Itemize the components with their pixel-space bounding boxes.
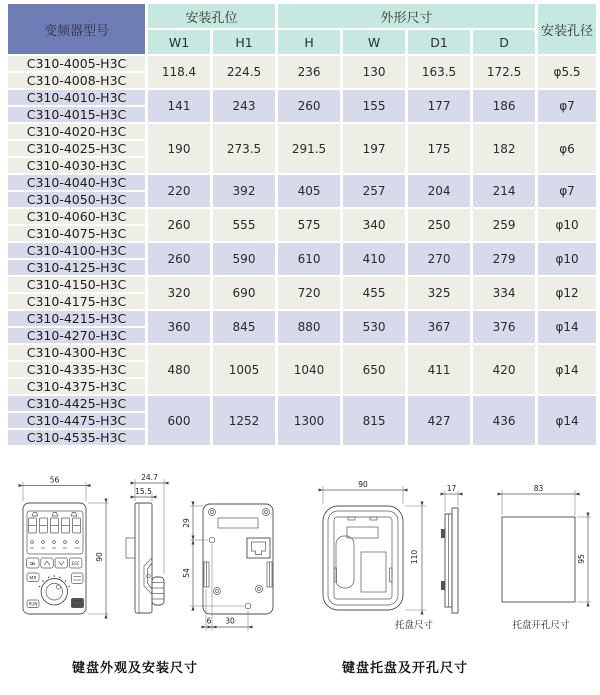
value-cell: 367 [408, 311, 470, 343]
value-cell: 1005 [213, 345, 275, 394]
value-cell: 420 [473, 345, 535, 394]
svg-text:54: 54 [182, 568, 191, 578]
dim-tray-height [405, 506, 426, 610]
table-row [8, 124, 596, 139]
value-cell: 260 [148, 243, 210, 275]
corner-screws [209, 509, 270, 595]
value-cell: 243 [213, 90, 275, 122]
value-cell: 650 [343, 345, 405, 394]
side-clips [204, 562, 272, 587]
value-cell: φ14 [538, 345, 596, 394]
dim-keypad-depth2 [135, 487, 152, 501]
svg-text:83: 83 [533, 484, 544, 493]
value-cell: 182 [473, 124, 535, 173]
svg-text:6: 6 [206, 616, 212, 626]
value-cell: 845 [213, 311, 275, 343]
ent-button [72, 573, 84, 584]
value-cell: 197 [343, 124, 405, 173]
tray-caption: 键盘托盘及开孔尺寸 [341, 661, 468, 676]
model-cell: C310-4475-H3C [8, 413, 145, 428]
value-cell: 291.5 [278, 124, 340, 173]
dim-cutout-height [577, 517, 591, 602]
table-row [8, 277, 596, 292]
value-cell: φ10 [538, 209, 596, 241]
keypad-buttons [27, 558, 85, 608]
table-row [8, 209, 596, 224]
value-cell: 177 [408, 90, 470, 122]
value-cell: 259 [473, 209, 535, 241]
table-row [8, 90, 596, 105]
svg-text:90: 90 [95, 552, 104, 562]
up-arrow-icon [44, 561, 50, 565]
svg-text:17: 17 [446, 484, 457, 493]
value-cell: 224.5 [213, 56, 275, 88]
tray-front-view [323, 480, 433, 631]
mounting-hole-2 [245, 603, 251, 609]
display-status-icons [32, 513, 77, 517]
dim-back-mid [182, 540, 244, 606]
tray-window [361, 552, 386, 592]
reset-label: RESET [72, 603, 83, 608]
svg-text:90: 90 [358, 480, 368, 489]
value-cell: φ7 [538, 175, 596, 207]
value-cell: φ14 [538, 311, 596, 343]
header-hole-diameter: 安装孔径 [538, 4, 596, 54]
value-cell: 273.5 [213, 124, 275, 173]
model-cell: C310-4030-H3C [8, 158, 145, 173]
col-header-h1: H1 [213, 30, 275, 54]
value-cell: 1252 [213, 396, 275, 445]
svg-text:29: 29 [182, 518, 191, 528]
model-cell: C310-4375-H3C [8, 379, 145, 394]
col-header-w: W [343, 30, 405, 54]
keypad-drawing [8, 470, 300, 650]
model-cell: C310-4050-H3C [8, 192, 145, 207]
keypad-front-view [23, 476, 109, 615]
rotary-knob [39, 575, 70, 605]
value-cell: 411 [408, 345, 470, 394]
value-cell: 530 [343, 311, 405, 343]
table-row [8, 243, 596, 258]
down-arrow-icon [59, 561, 65, 565]
value-cell: φ10 [538, 243, 596, 275]
value-cell: 410 [343, 243, 405, 275]
value-cell: 186 [473, 90, 535, 122]
value-cell: 175 [408, 124, 470, 173]
svg-text:56: 56 [49, 475, 60, 485]
seven-segment-digits [29, 518, 81, 533]
model-cell: C310-4125-H3C [8, 260, 145, 275]
value-cell: 190 [148, 124, 210, 173]
dim-cutout-width [502, 484, 575, 515]
svg-text:30: 30 [225, 616, 235, 626]
svg-text:110: 110 [410, 549, 419, 565]
keypad-back-view [182, 504, 273, 631]
tray-front-label: 托盘尺寸 [394, 620, 434, 631]
value-cell: 405 [278, 175, 340, 207]
value-cell: 690 [213, 277, 275, 309]
tray-cutout-view [502, 484, 591, 631]
svg-text:15.5: 15.5 [135, 487, 152, 496]
value-cell: φ14 [538, 396, 596, 445]
svg-text:95: 95 [577, 554, 586, 564]
model-cell: C310-4075-H3C [8, 226, 145, 241]
dim-back-top [182, 506, 208, 540]
value-cell: φ5.5 [538, 56, 596, 88]
col-header-d1: D1 [408, 30, 470, 54]
value-cell: 575 [278, 209, 340, 241]
mr-button-label: MR [29, 576, 37, 582]
run-button-label: RUN [28, 601, 38, 607]
value-cell: 250 [408, 209, 470, 241]
back-slot [218, 518, 258, 528]
value-cell: 260 [278, 90, 340, 122]
up-button [41, 558, 54, 568]
model-cell: C310-4270-H3C [8, 328, 145, 343]
value-cell: 427 [408, 396, 470, 445]
table-row [8, 311, 596, 326]
keypad-display [27, 511, 83, 554]
tray-side-view [441, 484, 458, 613]
value-cell: 480 [148, 345, 210, 394]
stop-label: STOP [73, 599, 82, 604]
value-cell: 204 [408, 175, 470, 207]
model-cell: C310-4020-H3C [8, 124, 145, 139]
table-row [8, 56, 596, 71]
col-header-w1: W1 [148, 30, 210, 54]
value-cell: 376 [473, 311, 535, 343]
tray-cutout-label: 托盘开孔尺寸 [512, 620, 570, 631]
keypad-caption: 键盘外观及安装尺寸 [71, 661, 198, 676]
model-cell: C310-4300-H3C [8, 345, 145, 360]
model-cell: C310-4425-H3C [8, 396, 145, 411]
mounting-hole-1 [209, 537, 215, 543]
value-cell: 155 [343, 90, 405, 122]
value-cell: 172.5 [473, 56, 535, 88]
tray-keypad-slot [336, 536, 354, 588]
value-cell: φ6 [538, 124, 596, 173]
unit-indicator-leds [30, 541, 80, 548]
value-cell: 600 [148, 396, 210, 445]
value-cell: 163.5 [408, 56, 470, 88]
dim-back-bottom [206, 544, 248, 631]
value-cell: 118.4 [148, 56, 210, 88]
model-cell: C310-4215-H3C [8, 311, 145, 326]
value-cell: 320 [148, 277, 210, 309]
value-cell: 325 [408, 277, 470, 309]
value-cell: φ7 [538, 90, 596, 122]
spec-table-body [8, 56, 596, 445]
value-cell: 260 [148, 209, 210, 241]
table-row [8, 345, 596, 360]
model-cell: C310-4040-H3C [8, 175, 145, 190]
model-cell: C310-4335-H3C [8, 362, 145, 377]
value-cell: 220 [148, 175, 210, 207]
value-cell: 455 [343, 277, 405, 309]
value-cell: 880 [278, 311, 340, 343]
model-cell: C310-4025-H3C [8, 141, 145, 156]
col-header-d: D [473, 30, 535, 54]
dim-tray-width [323, 480, 403, 504]
value-cell: 815 [343, 396, 405, 445]
model-cell: C310-4535-H3C [8, 430, 145, 445]
value-cell: 130 [343, 56, 405, 88]
header-mount-group: 安装孔位 [148, 4, 275, 28]
tray-top-slot [347, 527, 378, 538]
dim-keypad-width [23, 476, 86, 502]
value-cell: 555 [213, 209, 275, 241]
value-cell: 236 [278, 56, 340, 88]
value-cell: 1040 [278, 345, 340, 394]
value-cell: 590 [213, 243, 275, 275]
header-model: 变频器型号 [8, 4, 145, 54]
model-cell: C310-4175-H3C [8, 294, 145, 309]
value-cell: φ12 [538, 277, 596, 309]
model-cell: C310-4005-H3C [8, 56, 145, 71]
table-row [8, 175, 596, 190]
value-cell: 141 [148, 90, 210, 122]
value-cell: 360 [148, 311, 210, 343]
model-cell: C310-4100-H3C [8, 243, 145, 258]
value-cell: 1300 [278, 396, 340, 445]
value-cell: 257 [343, 175, 405, 207]
value-cell: 610 [278, 243, 340, 275]
value-cell: 270 [408, 243, 470, 275]
value-cell: 720 [278, 277, 340, 309]
spec-table [5, 2, 599, 447]
rj45-port [247, 538, 270, 558]
model-cell: C310-4060-H3C [8, 209, 145, 224]
shift-button-label: ≫ [29, 560, 36, 568]
model-cell: C310-4015-H3C [8, 107, 145, 122]
value-cell: 334 [473, 277, 535, 309]
value-cell: 279 [473, 243, 535, 275]
value-cell: 214 [473, 175, 535, 207]
model-cell: C310-4150-H3C [8, 277, 145, 292]
knob-wheel-side [152, 577, 164, 605]
header-row-groups [8, 4, 596, 28]
value-cell: 436 [473, 396, 535, 445]
tray-drawing [300, 470, 600, 650]
table-row [8, 396, 596, 411]
value-cell: 340 [343, 209, 405, 241]
keypad-side-view [126, 473, 164, 613]
esc-button-label: ESC [71, 561, 80, 567]
col-header-h: H [278, 30, 340, 54]
dim-keypad-height [88, 503, 109, 614]
value-cell: 392 [213, 175, 275, 207]
down-button [55, 558, 68, 568]
svg-text:24.7: 24.7 [141, 473, 158, 482]
header-outline-group: 外形尺寸 [278, 4, 535, 28]
model-cell: C310-4008-H3C [8, 73, 145, 88]
model-cell: C310-4010-H3C [8, 90, 145, 105]
